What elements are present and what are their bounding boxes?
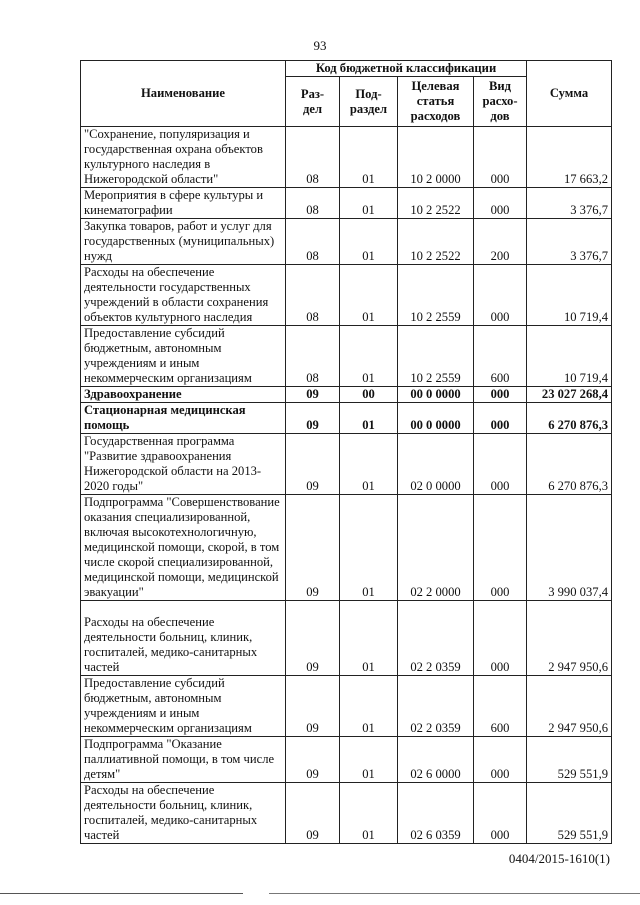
cell-target: 02 2 0000 — [398, 495, 474, 601]
cell-subsection: 01 — [340, 219, 398, 265]
cell-sum: 17 663,2 — [527, 127, 612, 188]
cell-target: 02 0 0000 — [398, 434, 474, 495]
cell-name: "Сохранение, популяризация и государственная охрана объектов культурного наследия в Нижегородской области" — [81, 127, 286, 188]
page-number: 93 — [313, 38, 327, 53]
table-row — [81, 127, 612, 188]
cell-sum: 10 719,4 — [527, 265, 612, 326]
cell-kind: 600 — [474, 326, 527, 387]
cell-subsection: 01 — [340, 265, 398, 326]
header-name: Наименование — [81, 61, 286, 127]
cell-target: 10 2 2522 — [398, 219, 474, 265]
cell-name: Подпрограмма "Совершенствование оказания специализированной, включая высокотехнологичную, медицинской помощи, скорой, в том числе скорой специализированной, медицинской помощи, медицинской эвакуации" — [81, 495, 286, 601]
cell-name: Стационарная медицинская помощь — [81, 403, 286, 434]
table-row — [81, 403, 612, 434]
cell-name: Расходы на обеспечение деятельности больниц, клиник, госпиталей, медико-санитарных частей — [81, 601, 286, 676]
budget-table — [80, 60, 612, 844]
cell-subsection: 01 — [340, 783, 398, 844]
cell-section: 08 — [286, 219, 340, 265]
table-row — [81, 265, 612, 326]
table-row — [81, 601, 612, 676]
cell-section: 09 — [286, 601, 340, 676]
cell-kind: 000 — [474, 434, 527, 495]
cell-subsection: 01 — [340, 601, 398, 676]
cell-sum: 10 719,4 — [527, 326, 612, 387]
header-section: Раз- дел — [286, 77, 340, 127]
cell-name: Расходы на обеспечение деятельности больниц, клиник, госпиталей, медико-санитарных частей — [81, 783, 286, 844]
cell-target: 02 6 0000 — [398, 737, 474, 783]
header-code-group: Код бюджетной классификации — [286, 61, 527, 77]
cell-target: 02 2 0359 — [398, 676, 474, 737]
header-target: Целевая статья расходов — [398, 77, 474, 127]
cell-name: Предоставление субсидий бюджетным, автономным учреждениям и иным некоммерческим организациям — [81, 676, 286, 737]
cell-target: 10 2 2559 — [398, 265, 474, 326]
cell-subsection: 01 — [340, 737, 398, 783]
cell-kind: 000 — [474, 403, 527, 434]
table-body — [81, 127, 612, 844]
cell-target: 02 6 0359 — [398, 783, 474, 844]
cell-section: 08 — [286, 326, 340, 387]
cell-section: 09 — [286, 676, 340, 737]
cell-subsection: 01 — [340, 326, 398, 387]
cell-target: 02 2 0359 — [398, 601, 474, 676]
cell-kind: 000 — [474, 127, 527, 188]
cell-subsection: 00 — [340, 387, 398, 403]
cell-section: 09 — [286, 737, 340, 783]
cell-sum: 6 270 876,3 — [527, 434, 612, 495]
cell-subsection: 01 — [340, 495, 398, 601]
cell-kind: 000 — [474, 265, 527, 326]
cell-name: Здравоохранение — [81, 387, 286, 403]
cell-section: 09 — [286, 783, 340, 844]
table-row — [81, 188, 612, 219]
header-kind: Вид расхо- дов — [474, 77, 527, 127]
cell-target: 10 2 2559 — [398, 326, 474, 387]
cell-subsection: 01 — [340, 676, 398, 737]
cell-subsection: 01 — [340, 403, 398, 434]
cell-sum: 3 990 037,4 — [527, 495, 612, 601]
cell-subsection: 01 — [340, 127, 398, 188]
cell-sum: 2 947 950,6 — [527, 676, 612, 737]
cell-section: 08 — [286, 188, 340, 219]
cell-section: 08 — [286, 127, 340, 188]
cell-kind: 000 — [474, 737, 527, 783]
cell-sum: 529 551,9 — [527, 783, 612, 844]
cell-section: 09 — [286, 434, 340, 495]
table-row — [81, 783, 612, 844]
cell-name: Подпрограмма "Оказание паллиативной помощи, в том числе детям" — [81, 737, 286, 783]
cell-target: 00 0 0000 — [398, 403, 474, 434]
cell-kind: 000 — [474, 783, 527, 844]
cell-sum: 529 551,9 — [527, 737, 612, 783]
cell-section: 09 — [286, 387, 340, 403]
cell-target: 00 0 0000 — [398, 387, 474, 403]
cell-target: 10 2 0000 — [398, 127, 474, 188]
table-row — [81, 219, 612, 265]
cell-name: Закупка товаров, работ и услуг для государственных (муниципальных) нужд — [81, 219, 286, 265]
cell-sum: 3 376,7 — [527, 188, 612, 219]
cell-subsection: 01 — [340, 434, 398, 495]
cell-section: 08 — [286, 265, 340, 326]
cell-kind: 000 — [474, 601, 527, 676]
cell-name: Расходы на обеспечение деятельности государственных учреждений в области сохранения объектов культурного наследия — [81, 265, 286, 326]
cell-target: 10 2 2522 — [398, 188, 474, 219]
cell-section: 09 — [286, 403, 340, 434]
cell-sum: 6 270 876,3 — [527, 403, 612, 434]
table-row — [81, 495, 612, 601]
cell-name: Предоставление субсидий бюджетным, автономным учреждениям и иным некоммерческим организациям — [81, 326, 286, 387]
cell-sum: 23 027 268,4 — [527, 387, 612, 403]
cell-name: Государственная программа "Развитие здравоохранения Нижегородской области на 2013-2020 годы" — [81, 434, 286, 495]
header-sum: Сумма — [527, 61, 612, 127]
scan-edge-line — [0, 893, 640, 894]
table-row — [81, 434, 612, 495]
table-row — [81, 326, 612, 387]
cell-kind: 600 — [474, 676, 527, 737]
table-row — [81, 676, 612, 737]
header-subsection: Под- раздел — [340, 77, 398, 127]
cell-kind: 000 — [474, 495, 527, 601]
cell-name: Мероприятия в сфере культуры и кинематографии — [81, 188, 286, 219]
cell-section: 09 — [286, 495, 340, 601]
cell-kind: 000 — [474, 188, 527, 219]
cell-kind: 000 — [474, 387, 527, 403]
table-row — [81, 387, 612, 403]
table-row — [81, 737, 612, 783]
document-code: 0404/2015-1610(1) — [508, 851, 610, 866]
cell-sum: 2 947 950,6 — [527, 601, 612, 676]
cell-subsection: 01 — [340, 188, 398, 219]
cell-sum: 3 376,7 — [527, 219, 612, 265]
cell-kind: 200 — [474, 219, 527, 265]
